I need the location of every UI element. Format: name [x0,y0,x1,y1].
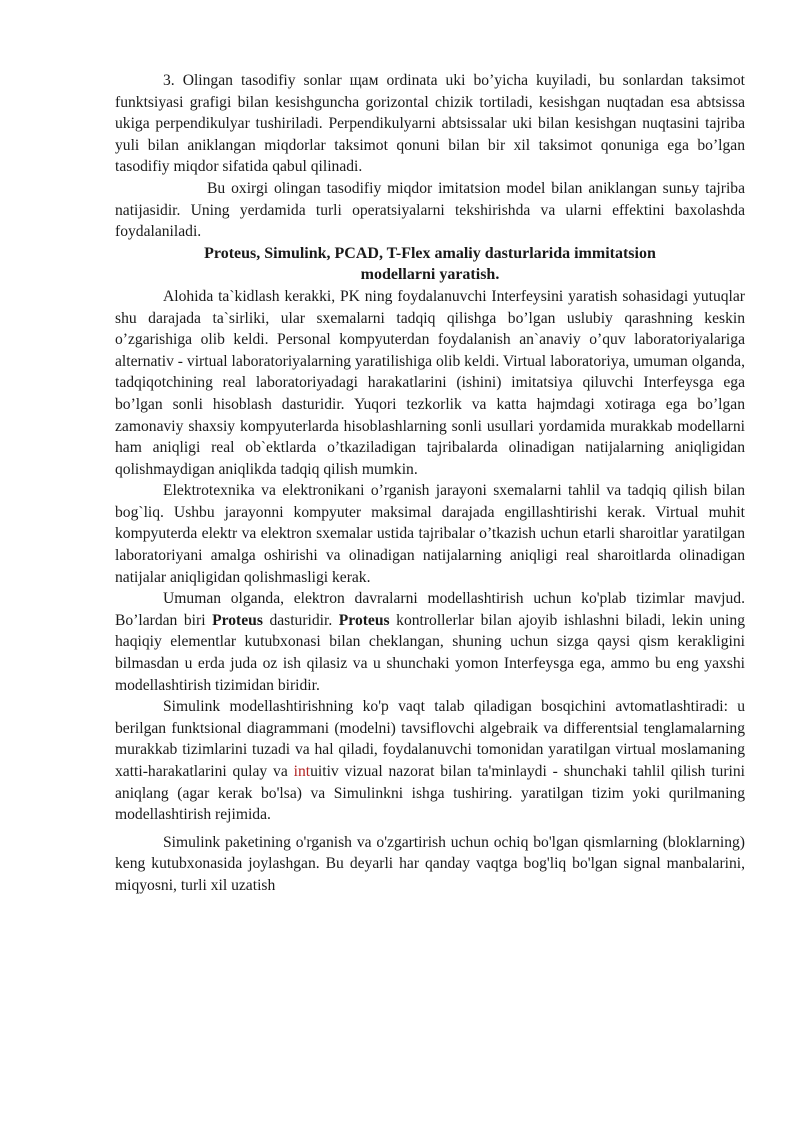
paragraph-random-numbers: 3. Olingan tasodifiy sonlar щам ordinata uki bo’yicha kuyiladi, bu sonlardan taksimot funktsiyasi grafigi bilan kesishguncha gorizontal chizik tortiladi, kesishgan nuqtadan esa abtsissa ukiga perpendikulyar tushiriladi. Perpendikulyarni abtsissalar uki bilan kesishgan nuqtasini tajriba yuli bilan aniklangan miqdorlar taksimot qonuni bilan bir xil taksimot qonuniga ega bo’lgan tasodifiy miqdor sifatida qabul qilinadi. [115,72,745,176]
simulink-text-a: Simulink modellashtirishning ko'p vaqt talab qiladigan bosqichini avtomatlashtiradi: u berilgan funktsional diagrammani (modelni) tavsiflovchi algebraik va differentsial tenglamalarning murakkab tizimlarini tuzadi va hal qiladi, foydalanuvchi tomonidan yaratilgan virtual moslamaning xatti-harakatlarini qulay va [115,698,745,780]
paragraph-virtual-lab: Alohida ta`kidlash kerakki, PK ning foydalanuvchi Interfeysini yaratish sohasidagi yutuqlar shu darajada ta`sirliki, ular sxemalarni tadqiq qilishga bo’lgan uslubiy qarashning keskin o’zgarishiga olib keldi. Personal kompyuterdan foydalanish an`anaviy o’quv laboratoriyalariga alternativ - virtual laboratoriyalarning yaratilishiga olib keldi. Virtual laboratoriya, umuman olganda, tadqiqotchining real laboratoriyadagi harakatlarini (ishini) imitatsiya qiluvchi Interfeysga ega bo’lgan sonli hisoblash dasturidir. Yuqori tezkorlik va katta hajmdagi xotiraga ega bo’lgan zamonaviy shaxsiy kompyuterlarda hisoblashlarning sonli usullari yordamida murakkab modellarni ham aniqligi real ob`ektlarda o’tkaziladigan tajribalarda olinadigan natijalarning aniqligidan qolishmaydigan aniqlikda tadqiq qilish mumkin. [115,287,745,478]
proteus-bold-2: Proteus [338,611,390,629]
simulink-accent: int [293,763,311,780]
paragraph-electrotechnics: Elektrotexnika va elektronikani o’rganish jarayoni sxemalarni tahlil va tadqiq qilish bilan bog`liq. Ushbu jarayonni kompyuter maksimal darajada engillashtirishi kerak. Virtual muhit kompyuterda elektr va elektron sxemalar ustida tajribalar o’tkazish uchun etarli sharoitlar yaratilgan laboratoriyani amalga oshirishi va olinadigan natijalarning aniqligi real sharoitlarda olinadigan natijalar aniqligidan qolishmasligi kerak. [115,482,745,586]
paragraph-imitation-result: Bu oxirgi olingan tasodifiy miqdor imitatsion model bilan aniklangan sunьy tajriba natijasidir. Uning yerdamida turli operatsiyalarni tekshirishda va ularni effektini baxolashda foydalaniladi. [115,179,745,241]
proteus-text-a: Umuman olganda, elektron davralarni modellashtirish uchun ko'plab tizimlar mavjud. Bo’lardan biri [115,590,745,629]
document-page [115,70,745,897]
paragraph-simulink-package: Simulink paketining o'rganish va o'zgartirish uchun ochiq bo'lgan qismlarning (bloklarning) keng kutubxonasida joylashgan. Bu deyarli har qanday vaqtga bog'liq bo'lgan signal manbalarini, miqyosni, turli xil uzatish [115,833,745,894]
proteus-text-c: dasturidir. [262,611,339,629]
paragraph-proteus [115,588,745,696]
paragraph-simulink [115,696,745,826]
heading-line-2: modellarni yaratish. [360,266,500,284]
proteus-text-d: kontrollerlar bilan ajoyib ishlashni biladi, lekin uning haqiqiy elementlar kutubxonasi bilan cheklangan, shuning uchun sizga qaysi qism kerakligini bilmasdan u erda juda oz ish qilasiz va u shunchaki yomon Interfeysga ega, ammo bu eng yaxshi modellashtirish tizimidan biridir. [115,611,745,694]
section-heading [115,243,745,286]
proteus-bold-1: Proteus [212,611,263,629]
simulink-text-b: uitiv vizual nazorat bilan ta'minlaydi - shunchaki tahlil qilish turini aniqlang (agar kerak bo'lsa) va Simulinkni ishga tushiring. yaratilgan tizim yoki qurilmaning modellashtirish rejimida. [115,763,745,824]
heading-line-1: Proteus, Simulink, PCAD, T-Flex amaliy dasturlarida immitatsion [204,244,656,262]
